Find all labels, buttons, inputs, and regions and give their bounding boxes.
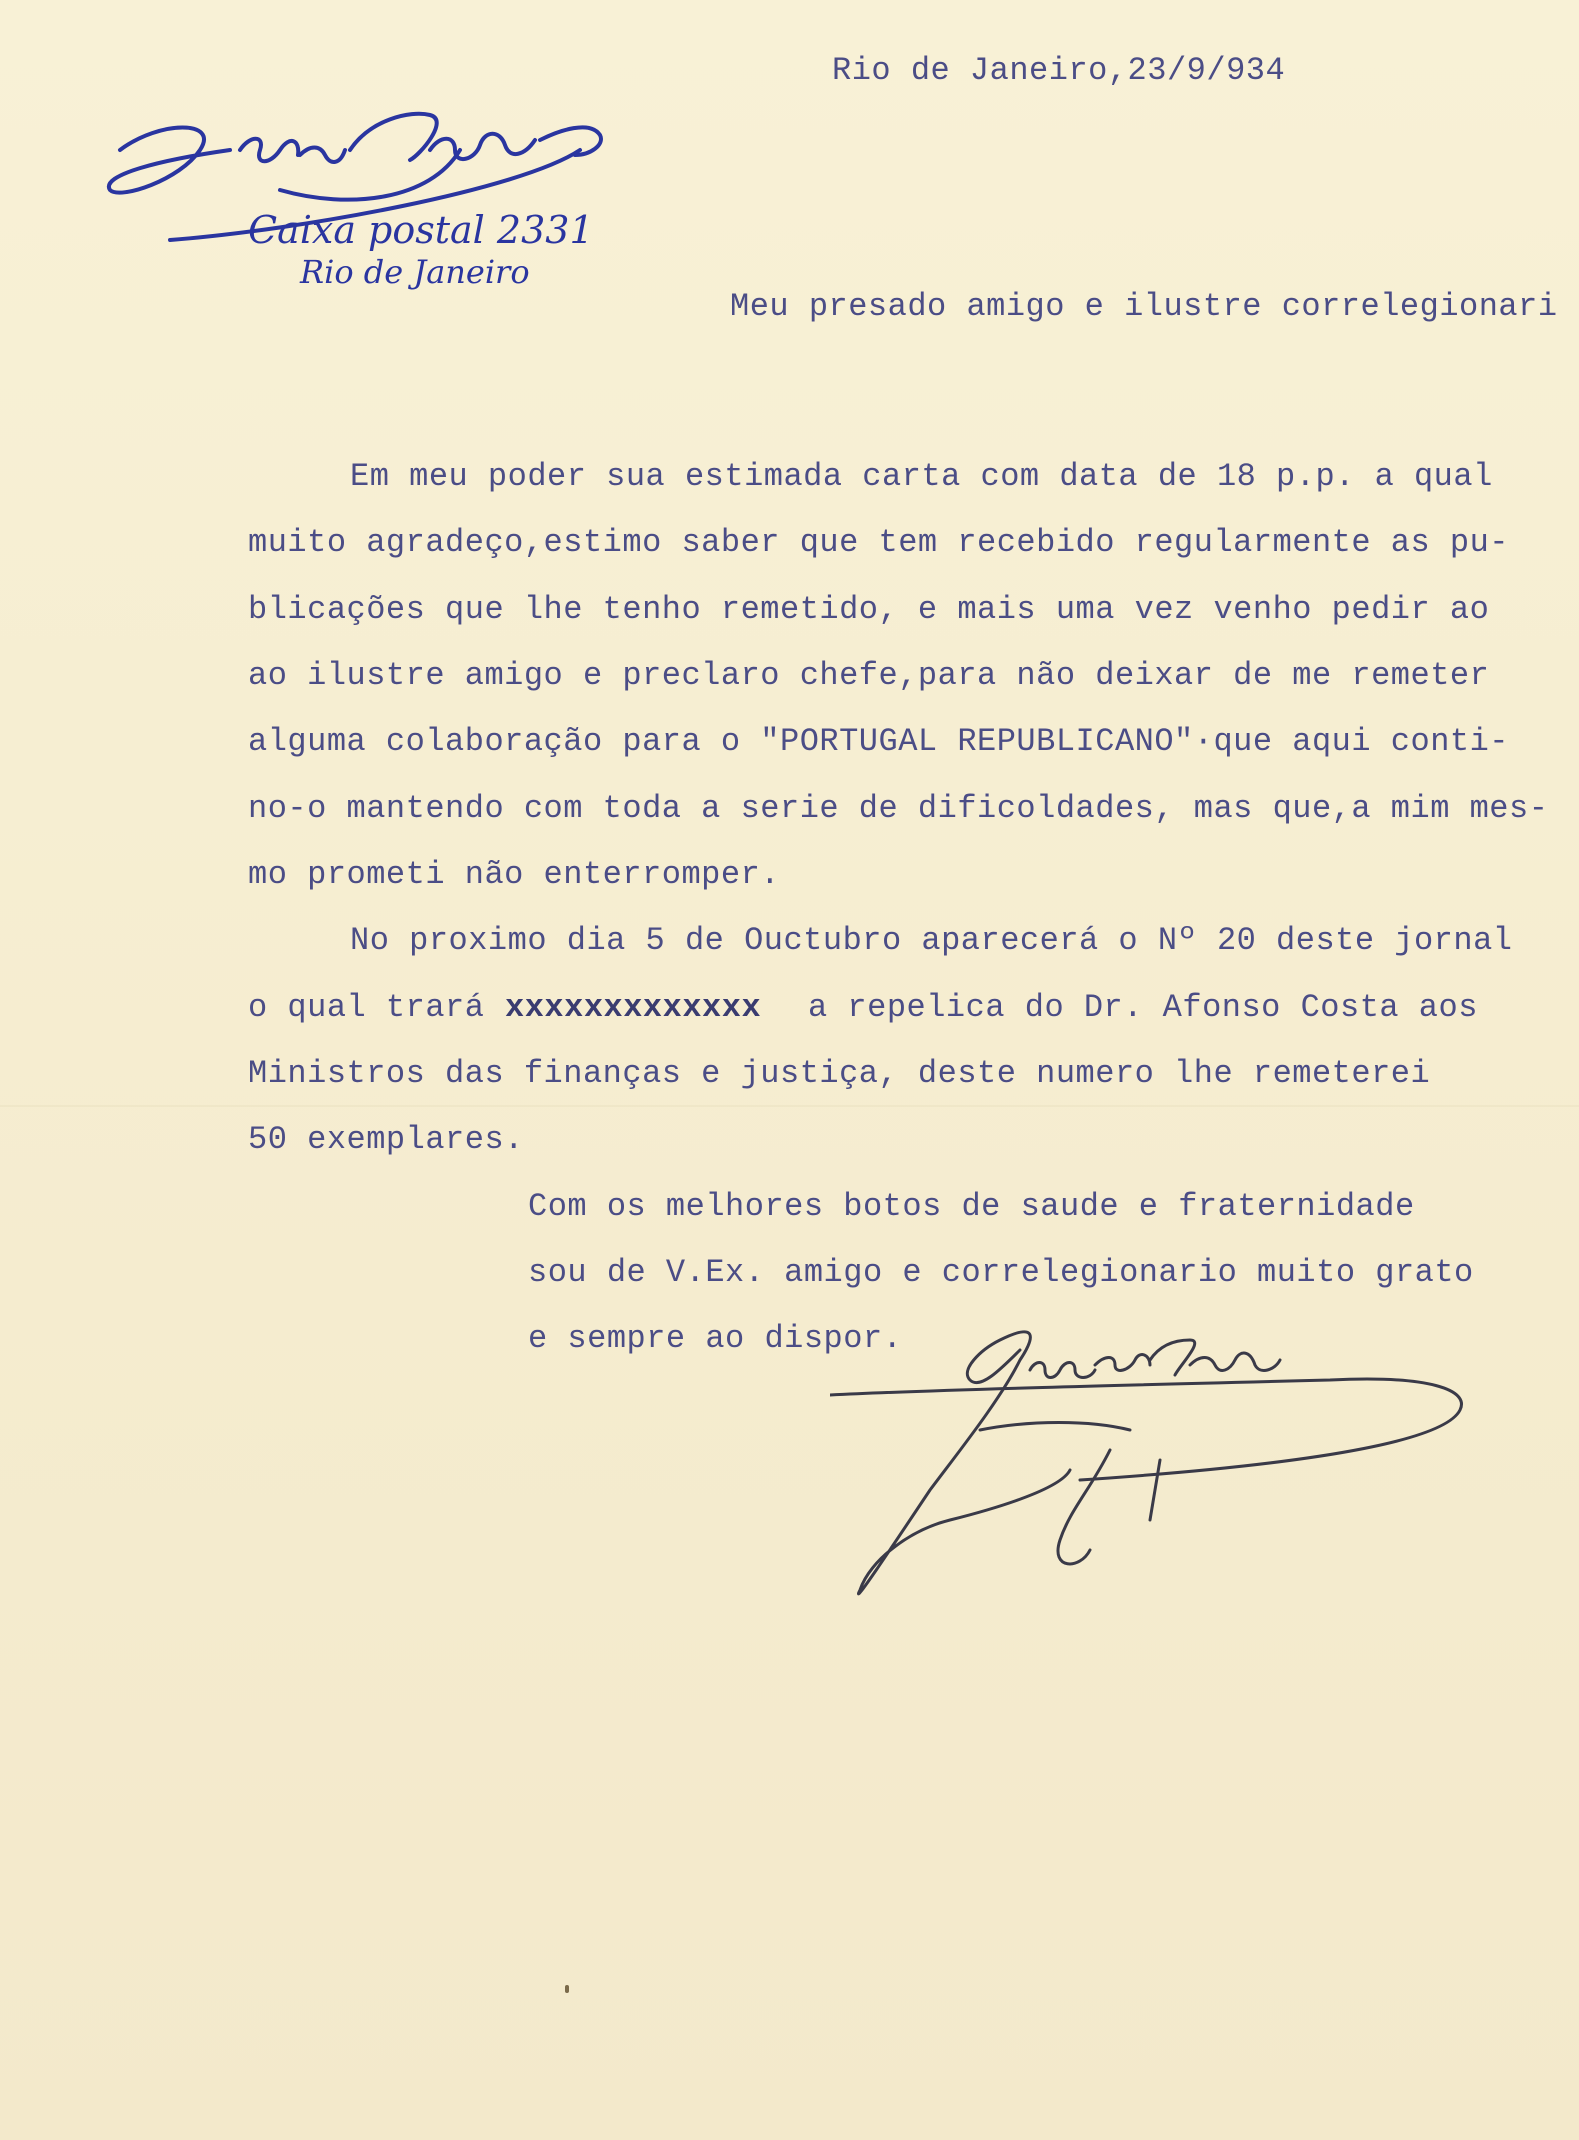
body-line: no-o mantendo com toda a serie de dificoldades, mas que,a mim mes-: [248, 790, 1549, 827]
body-line: ao ilustre amigo e preclaro chefe,para não deixar de me remeter: [248, 657, 1490, 694]
body-line: mo prometi não enterromper.: [248, 856, 780, 893]
letterhead-city: Rio de Janeiro: [300, 253, 530, 291]
handwritten-signature: [830, 1310, 1490, 1610]
struck-out-text: xxxxxxxxxxxxx: [505, 989, 762, 1026]
salutation: Meu presado amigo e ilustre correlegionari: [730, 288, 1558, 325]
closing-line: sou de V.Ex. amigo e correlegionario muito grato: [528, 1254, 1474, 1291]
dateline: Rio de Janeiro,23/9/934: [832, 52, 1286, 89]
body-line: muito agradeço,estimo saber que tem recebido regularmente as pu-: [248, 524, 1509, 561]
body-line: alguma colaboração para o "PORTUGAL REPUBLICANO"·que aqui conti-: [248, 723, 1509, 760]
body-line: No proximo dia 5 de Ouctubro aparecerá o Nº 20 deste jornal: [350, 922, 1513, 959]
paper-fold: [0, 1105, 1579, 1107]
closing-line: Com os melhores botos de saude e fraternidade: [528, 1188, 1415, 1225]
closing-line: e sempre ao dispor.: [528, 1320, 903, 1357]
body-line: Ministros das finanças e justiça, deste numero lhe remeterei: [248, 1055, 1431, 1092]
body-line: a repelica do Dr. Afonso Costa aos: [808, 989, 1478, 1026]
body-line: blicações que lhe tenho remetido, e mais uma vez venho pedir ao: [248, 591, 1490, 628]
body-line: 50 exemplares.: [248, 1121, 524, 1158]
body-line: o qual trará: [248, 989, 485, 1026]
letterhead-postal-box: Caixa postal 2331: [248, 208, 594, 252]
ink-speck: [565, 1985, 569, 1993]
body-line: Em meu poder sua estimada carta com data de 18 p.p. a qual: [350, 458, 1493, 495]
